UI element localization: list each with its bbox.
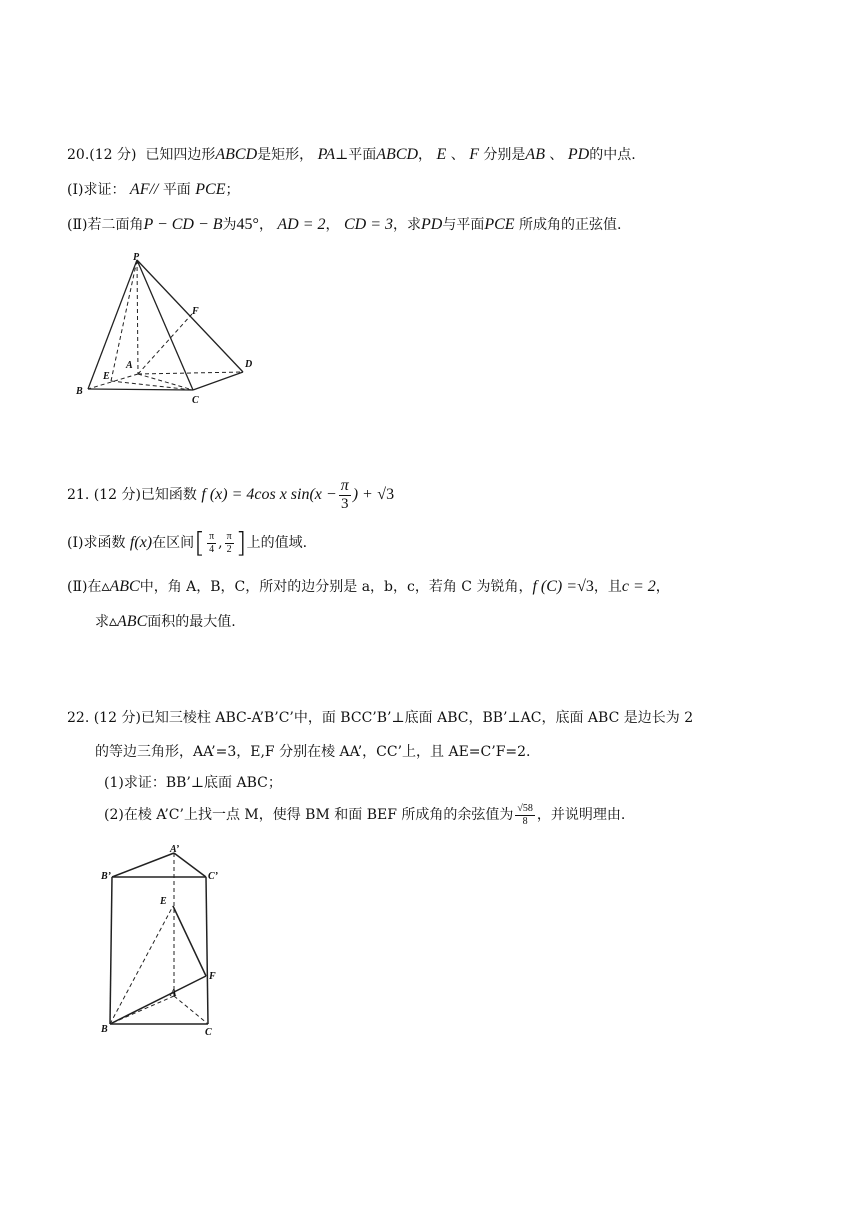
q21-part2-line2: 求▵ABC面积的最大值. <box>95 613 236 630</box>
label-d: D <box>245 359 253 370</box>
label-a-prime: A’ <box>170 844 180 855</box>
label-c2: C <box>205 1027 212 1038</box>
q21-part2-line1: (Ⅱ)在▵ABC中，角 A，B，C，所对的边分别是 a，b，c，若角 C 为锐角，f (C) =√3，且c = 2， <box>67 578 670 595</box>
label-e2: E <box>160 896 167 907</box>
label-b2: B <box>101 1024 108 1035</box>
label-f: F <box>192 306 199 317</box>
q20-part2: (Ⅱ)若二面角P − CD − B为45°， AD = 2， CD = 3，求PD与平面PCE 所成角的正弦值. <box>67 216 622 233</box>
q21-stem: 21. (12 分)已知函数 f (x) = 4cos x sin(x − $\frac{\pi}{3}$ ) + √3 <box>67 477 395 512</box>
q22-prism-figure <box>98 840 238 1040</box>
q20-part1: (Ⅰ)求证： AF// 平面 PCE； <box>67 181 240 198</box>
q22-line2: 的等边三角形，AA’=3，E,F 分别在棱 AA’，CC’上，且 AE=C’F=2. <box>95 744 531 760</box>
label-a2: A <box>170 988 177 999</box>
q20-stem: 20.(12 分) 已知四边形ABCD是矩形， PA⊥平面ABCD， E 、 F 分别是AB 、 PD的中点. <box>67 146 636 163</box>
q21-part1: (Ⅰ)求函数 f(x)在区间[ $\frac{\pi}{4}$ , $\frac{\pi}{2}$ ]上的值域. <box>67 526 308 559</box>
q22-line1: 22. (12 分)已知三棱柱 ABC-A’B’C’中，面 BCC’B’⊥底面 ABC，BB’⊥AC，底面 ABC 是边长为 2 <box>67 710 694 726</box>
label-p: P <box>133 252 140 263</box>
label-f2: F <box>209 971 216 982</box>
label-b-prime: B’ <box>101 871 111 882</box>
label-c: C <box>192 395 199 406</box>
label-a: A <box>126 360 133 371</box>
q20-pyramid-figure <box>70 250 270 410</box>
label-b: B <box>76 386 83 397</box>
q22-part1: (1)求证：BB’⊥底面 ABC； <box>104 775 282 791</box>
q22-part2: (2)在棱 A’C’上找一点 M，使得 BM 和面 BEF 所成角的余弦值为 $\frac{√58}{8}$ ，并说明理由. <box>104 802 626 827</box>
label-e: E <box>103 371 110 382</box>
label-c-prime: C’ <box>208 871 218 882</box>
